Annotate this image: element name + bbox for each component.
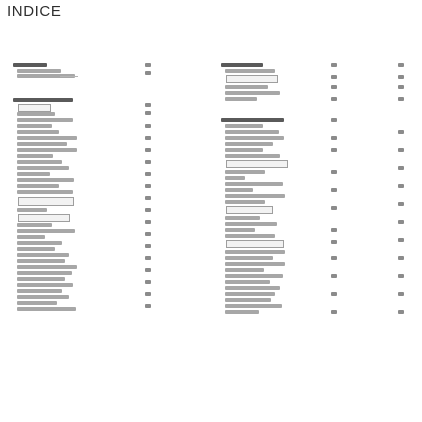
toc-entry-line xyxy=(17,118,73,122)
page-number xyxy=(331,148,337,152)
page-number xyxy=(145,292,151,296)
page-number xyxy=(145,124,151,128)
toc-entry-line xyxy=(225,69,275,73)
toc-entry-line xyxy=(225,250,285,254)
page-number xyxy=(145,280,151,284)
page-number xyxy=(331,75,337,79)
toc-entry-line xyxy=(17,235,45,239)
page-number xyxy=(398,310,404,314)
page-number xyxy=(145,244,151,248)
toc-entry-line xyxy=(17,253,69,257)
toc-entry-line xyxy=(225,142,273,146)
toc-entry-line xyxy=(17,277,65,281)
toc-entry-line xyxy=(17,112,55,116)
page-number xyxy=(145,256,151,260)
page-number xyxy=(331,240,337,244)
toc-entry-line xyxy=(225,188,253,192)
toc-entry-line xyxy=(225,176,245,180)
toc-entry-line xyxy=(225,228,255,232)
page-number xyxy=(145,196,151,200)
page-number xyxy=(145,111,151,115)
page-number xyxy=(398,75,404,79)
page-title: INDICE xyxy=(7,3,62,20)
toc-entry-line xyxy=(225,310,259,314)
toc-entry-line xyxy=(17,172,50,176)
chapter-heading-line xyxy=(221,118,284,122)
section-box xyxy=(226,240,284,248)
page-number xyxy=(331,274,337,278)
toc-entry-line xyxy=(17,154,53,158)
section-box xyxy=(18,214,70,222)
toc-entry-line xyxy=(17,241,62,245)
page-number xyxy=(331,136,337,140)
page-number xyxy=(145,268,151,272)
page-number xyxy=(145,232,151,236)
page-number xyxy=(145,148,151,152)
toc-entry-line xyxy=(225,256,273,260)
page-number xyxy=(145,220,151,224)
page-number xyxy=(145,71,151,75)
page-number xyxy=(331,310,337,314)
toc-entry-line xyxy=(225,222,277,226)
toc-entry-line xyxy=(17,283,73,287)
page-number xyxy=(145,136,151,140)
page-number xyxy=(145,184,151,188)
toc-entry-line xyxy=(17,301,57,305)
toc-entry-line xyxy=(13,63,47,67)
toc-entry-line xyxy=(17,136,77,140)
toc-entry-line xyxy=(225,292,275,296)
page-number xyxy=(331,292,337,296)
page-number xyxy=(398,85,404,89)
page-number xyxy=(398,274,404,278)
toc-entry-line xyxy=(225,262,285,266)
toc-entry-line xyxy=(17,229,75,233)
toc-right-page xyxy=(211,40,411,420)
leader-rule xyxy=(60,76,78,77)
toc-entry-line xyxy=(17,265,77,269)
section-box xyxy=(18,104,51,112)
page-number xyxy=(398,202,404,206)
page-number xyxy=(145,172,151,176)
page-number xyxy=(398,130,404,134)
toc-entry-line xyxy=(17,160,62,164)
toc-entry-line xyxy=(225,280,270,284)
page-number xyxy=(398,256,404,260)
toc-entry-line xyxy=(225,200,265,204)
page-number xyxy=(331,170,337,174)
page-number xyxy=(331,206,337,210)
toc-left-page xyxy=(0,40,200,420)
page-number xyxy=(331,85,337,89)
page-number xyxy=(145,160,151,164)
toc-entry-line xyxy=(225,91,280,95)
page-number xyxy=(398,220,404,224)
page-number xyxy=(331,118,337,122)
page-number xyxy=(398,166,404,170)
toc-entry-line xyxy=(225,85,268,89)
toc-entry-line xyxy=(225,268,264,272)
toc-entry-line xyxy=(225,234,275,238)
toc-entry-line xyxy=(17,223,52,227)
page-number xyxy=(398,148,404,152)
toc-entry-line xyxy=(225,148,263,152)
toc-entry-line xyxy=(225,182,283,186)
page-number xyxy=(331,188,337,192)
page-number xyxy=(145,304,151,308)
section-box xyxy=(226,75,278,83)
toc-entry-line xyxy=(225,130,279,134)
toc-entry-line xyxy=(225,154,280,158)
toc-entry-line xyxy=(17,289,62,293)
toc-entry-line xyxy=(17,142,67,146)
toc-entry-line xyxy=(17,148,77,152)
section-box xyxy=(226,206,273,214)
toc-entry-line xyxy=(225,274,283,278)
toc-entry-line xyxy=(225,304,282,308)
page-number xyxy=(331,63,337,67)
toc-entry-line xyxy=(17,184,59,188)
toc-entry-line xyxy=(225,136,284,140)
page-number xyxy=(398,292,404,296)
page-number xyxy=(331,228,337,232)
toc-entry-line xyxy=(225,216,260,220)
toc-entry-line xyxy=(17,259,65,263)
toc-entry-line xyxy=(225,194,285,198)
toc-entry-line xyxy=(225,298,271,302)
toc-entry-line xyxy=(225,97,257,101)
toc-entry-line xyxy=(17,271,72,275)
page-number xyxy=(398,63,404,67)
toc-entry-line xyxy=(17,166,69,170)
toc-entry-line xyxy=(225,170,265,174)
section-box xyxy=(18,197,74,206)
toc-entry-line xyxy=(17,247,55,251)
page-number xyxy=(331,256,337,260)
page-number xyxy=(398,97,404,101)
page-number xyxy=(331,97,337,101)
toc-entry-line xyxy=(225,124,263,128)
toc-entry-line xyxy=(225,286,280,290)
page-number xyxy=(398,184,404,188)
toc-entry-line xyxy=(17,69,61,73)
page-number xyxy=(145,63,151,67)
toc-entry-line xyxy=(17,130,59,134)
toc-entry-line xyxy=(17,124,52,128)
toc-entry-line xyxy=(17,178,74,182)
toc-entry-line xyxy=(17,208,47,212)
toc-entry-line xyxy=(17,295,69,299)
page-number xyxy=(398,238,404,242)
toc-entry-line xyxy=(221,63,263,67)
section-box xyxy=(226,160,288,168)
toc-entry-line xyxy=(17,307,76,311)
page-number xyxy=(145,103,151,107)
page-number xyxy=(145,208,151,212)
chapter-heading-line xyxy=(13,98,73,102)
toc-entry-line xyxy=(17,190,73,194)
